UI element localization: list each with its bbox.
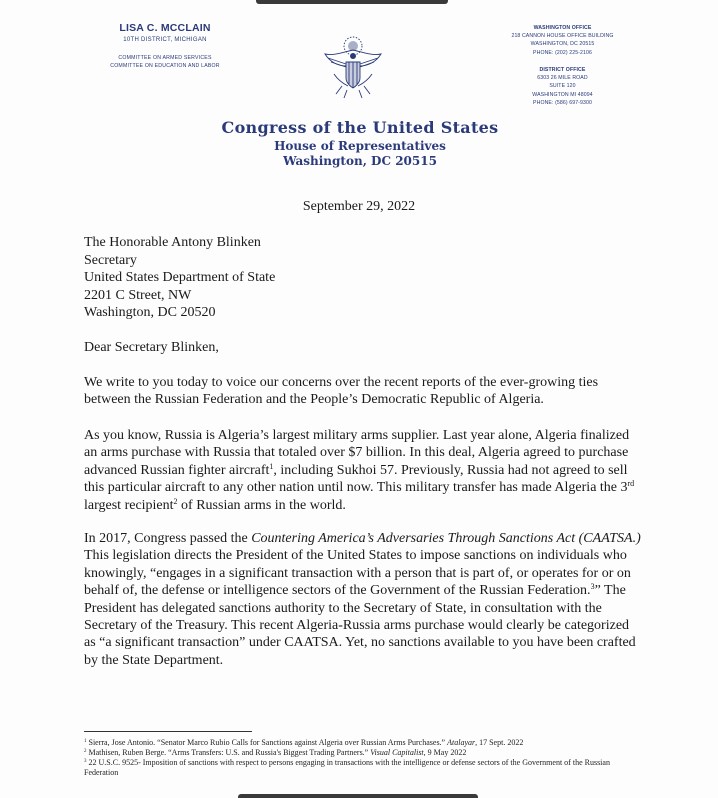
footnote-number: 2 xyxy=(84,749,87,754)
recipient-line: Washington, DC 20520 xyxy=(84,305,216,320)
footnote-source: Atalayar xyxy=(447,738,476,747)
footnote-number: 3 xyxy=(84,759,87,764)
washington-office xyxy=(505,24,620,57)
district-office-line1: 6303 26 MILE ROAD xyxy=(537,75,588,82)
footnote-ref: 3 xyxy=(590,582,595,592)
recipient-line: The Honorable Antony Blinken xyxy=(84,235,261,250)
member-committees xyxy=(80,54,250,70)
recipient-line: United States Department of State xyxy=(84,270,276,285)
footnote-text: Sierra, Jose Antonio. “Senator Marco Rubio Calls for Sanctions against Algeria over Russian Arms Purchases.” xyxy=(88,738,448,747)
paragraph-text: of Russian arms in the world. xyxy=(177,497,346,513)
recipient-line: Secretary xyxy=(84,252,137,268)
footnote-divider xyxy=(84,731,252,732)
paragraph-text: As you know, Russia is Algeria’s largest military arms supplier. Last year alone, Algeria finalized an arms purchase with Russia that totaled over $7 billion. In this deal, Algeria agreed to purchase advanced Russian fighter aircraft xyxy=(84,428,630,478)
district-office-line2: SUITE 120 xyxy=(549,83,576,90)
body-paragraph-3 xyxy=(84,530,644,669)
paragraph-text: ” The President has delegated sanctions authority to the Secretary of State, in consultation with the Secretary of the Treasury. This recent Algeria-Russia arms purchase would clearly be categorized as “a significant transaction” under CAATSA. Yet, no sanctions available to you have been crafted by the State Department. xyxy=(84,583,636,668)
district-office-phone: PHONE: (586) 697-9300 xyxy=(533,99,592,106)
act-title: Countering America’s Adversaries Through Sanctions Act (CAATSA.) xyxy=(251,531,641,546)
district-office xyxy=(505,66,620,107)
paragraph-text: , including Sukhoi 57. Previously, Russia had not agreed to sell this particular aircraft to any other nation until now. This military transfer has made Algeria the 3 xyxy=(84,462,628,496)
washington-office-heading: WASHINGTON OFFICE xyxy=(533,25,592,31)
member-district: 10TH DISTRICT, MICHIGAN xyxy=(123,37,207,43)
footnote xyxy=(84,758,624,778)
salutation: Dear Secretary Blinken, xyxy=(84,340,219,355)
footnote-ref: 1 xyxy=(269,461,274,471)
footnote-tail: , 17 Sept. 2022 xyxy=(475,738,524,747)
district-office-heading: DISTRICT OFFICE xyxy=(539,67,586,73)
paragraph-text: largest recipient xyxy=(84,497,174,513)
footnote-tail: , 9 May 2022 xyxy=(423,748,467,757)
paragraph-text: In 2017, Congress passed the xyxy=(84,531,252,546)
footnote-source: Visual Capitalist xyxy=(370,748,424,757)
member-name: LISA C. MCCLAIN xyxy=(119,22,211,34)
ordinal-suffix: rd xyxy=(627,479,635,489)
washington-office-phone: PHONE: (202) 225-2106 xyxy=(533,49,592,56)
footnote xyxy=(84,748,624,758)
congress-title: Congress of the United States xyxy=(221,118,499,137)
letterhead-city: Washington, DC 20515 xyxy=(283,154,437,168)
footnote-text: Mathisen, Ruben Berge. “Arms Transfers: U.S. and Russia's Biggest Trading Partners.” xyxy=(88,748,371,757)
viewer-bottom-bar xyxy=(238,794,478,798)
footnote-text: 22 U.S.C. 9525- Imposition of sanctions with respect to persons engaging in transactions with the intelligence or defense sectors of the Government of the Russian Federation xyxy=(84,758,610,777)
committee-armed-services: COMMITTEE ON ARMED SERVICES xyxy=(118,55,212,61)
letter-date: September 29, 2022 xyxy=(302,199,416,214)
footnote-ref: 2 xyxy=(173,496,178,506)
paragraph-text: This legislation directs the President of the United States to impose sanctions on individuals who knowingly, “engages in a significant transaction with a person that is part of, or operates for or on behalf of, the defense or intelligence sectors of the Government of the Russian Federation. xyxy=(84,548,631,599)
recipient-line: 2201 C Street, NW xyxy=(84,287,192,303)
member-block xyxy=(80,22,250,70)
footnote-number: 1 xyxy=(84,739,87,744)
committee-education: COMMITTEE ON EDUCATION AND LABOR xyxy=(110,63,220,69)
district-office-line3: WASHINGTON MI 48094 xyxy=(532,91,593,98)
recipient-address xyxy=(84,234,275,322)
viewer-top-bar xyxy=(256,0,448,4)
washington-office-line2: WASHINGTON, DC 20515 xyxy=(530,41,595,48)
house-title: House of Representatives xyxy=(274,139,446,153)
footnotes xyxy=(84,738,624,778)
house-seal-icon xyxy=(322,34,384,102)
washington-office-line1: 218 CANNON HOUSE OFFICE BUILDING xyxy=(511,33,614,40)
body-paragraph-1: We write to you today to voice our concerns over the recent reports of the ever-growing ties between the Russian Federation and the People’s Democratic Republic of Algeria. xyxy=(84,375,599,408)
footnote xyxy=(84,738,624,748)
body-paragraph-2 xyxy=(84,427,644,514)
letterhead-title xyxy=(220,118,500,168)
